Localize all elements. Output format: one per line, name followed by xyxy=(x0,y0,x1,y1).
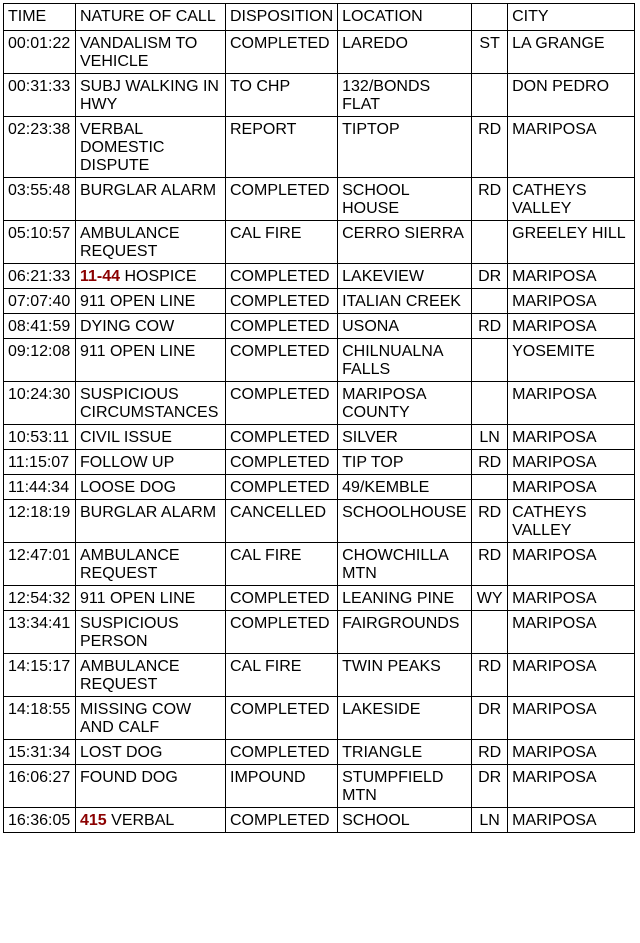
cell-nature xyxy=(76,654,226,697)
cell-disposition: COMPLETED xyxy=(226,314,338,339)
cell-street-type xyxy=(472,382,508,425)
nature-text: DYING COW xyxy=(80,318,175,335)
cell-city: MARIPOSA xyxy=(508,808,635,833)
cell-nature xyxy=(76,74,226,117)
table-row xyxy=(4,765,635,808)
cell-nature xyxy=(76,740,226,765)
cell-street-type: LN xyxy=(472,808,508,833)
nature-text: AMBULANCE REQUEST xyxy=(80,658,180,693)
cell-nature xyxy=(76,500,226,543)
cell-city: DON PEDRO xyxy=(508,74,635,117)
cell-time: 07:07:40 xyxy=(4,289,76,314)
cell-time: 11:44:34 xyxy=(4,475,76,500)
cell-time: 16:06:27 xyxy=(4,765,76,808)
cell-nature xyxy=(76,543,226,586)
cell-street-type xyxy=(472,74,508,117)
nature-text: AMBULANCE REQUEST xyxy=(80,225,180,260)
cell-city: CATHEYS VALLEY xyxy=(508,178,635,221)
cell-time: 03:55:48 xyxy=(4,178,76,221)
cell-street-type: RD xyxy=(472,117,508,178)
table-row xyxy=(4,314,635,339)
cell-time: 10:24:30 xyxy=(4,382,76,425)
cell-time: 08:41:59 xyxy=(4,314,76,339)
cell-nature xyxy=(76,765,226,808)
nature-text: VERBAL DOMESTIC DISPUTE xyxy=(80,121,165,174)
cell-nature xyxy=(76,264,226,289)
cell-disposition: COMPLETED xyxy=(226,697,338,740)
cell-nature xyxy=(76,289,226,314)
cell-nature xyxy=(76,475,226,500)
cell-time: 13:34:41 xyxy=(4,611,76,654)
cell-city: CATHEYS VALLEY xyxy=(508,500,635,543)
cell-street-type xyxy=(472,475,508,500)
table-row xyxy=(4,221,635,264)
cell-disposition: COMPLETED xyxy=(226,178,338,221)
nature-text: 911 OPEN LINE xyxy=(80,343,196,360)
nature-text: 911 OPEN LINE xyxy=(80,590,196,607)
nature-text: LOST DOG xyxy=(80,744,163,761)
cell-disposition: COMPLETED xyxy=(226,586,338,611)
nature-text: SUSPICIOUS CIRCUMSTANCES xyxy=(80,386,219,421)
cell-city: MARIPOSA xyxy=(508,314,635,339)
cell-location: TWIN PEAKS xyxy=(338,654,472,697)
cell-location: STUMPFIELD MTN xyxy=(338,765,472,808)
cell-city: MARIPOSA xyxy=(508,117,635,178)
col-header-disposition: DISPOSITION xyxy=(226,4,338,31)
cell-location: LAKEVIEW xyxy=(338,264,472,289)
nature-text: VERBAL xyxy=(111,812,175,829)
cell-disposition: IMPOUND xyxy=(226,765,338,808)
cell-time: 12:47:01 xyxy=(4,543,76,586)
nature-text: FOLLOW UP xyxy=(80,454,175,471)
cell-time: 05:10:57 xyxy=(4,221,76,264)
nature-text: FOUND DOG xyxy=(80,769,178,786)
cell-disposition: TO CHP xyxy=(226,74,338,117)
nature-text: BURGLAR ALARM xyxy=(80,504,217,521)
cell-city: MARIPOSA xyxy=(508,740,635,765)
cell-disposition: COMPLETED xyxy=(226,31,338,74)
cell-city: MARIPOSA xyxy=(508,450,635,475)
cell-nature xyxy=(76,697,226,740)
cell-time: 16:36:05 xyxy=(4,808,76,833)
cell-city: MARIPOSA xyxy=(508,382,635,425)
cell-city: MARIPOSA xyxy=(508,264,635,289)
cell-time: 06:21:33 xyxy=(4,264,76,289)
cell-disposition: CAL FIRE xyxy=(226,654,338,697)
cell-street-type: RD xyxy=(472,543,508,586)
nature-text: MISSING COW AND CALF xyxy=(80,701,192,736)
cell-location: TIP TOP xyxy=(338,450,472,475)
cell-disposition: COMPLETED xyxy=(226,611,338,654)
call-code: 415 xyxy=(80,812,107,829)
cell-location: SCHOOLHOUSE xyxy=(338,500,472,543)
cell-time: 15:31:34 xyxy=(4,740,76,765)
cell-disposition: CAL FIRE xyxy=(226,221,338,264)
cell-street-type xyxy=(472,289,508,314)
cell-street-type xyxy=(472,221,508,264)
cell-city: YOSEMITE xyxy=(508,339,635,382)
cell-disposition: COMPLETED xyxy=(226,808,338,833)
cell-street-type xyxy=(472,339,508,382)
cell-location: 132/BONDS FLAT xyxy=(338,74,472,117)
table-row xyxy=(4,654,635,697)
cell-location: SILVER xyxy=(338,425,472,450)
header-row xyxy=(4,4,635,31)
cell-location: MARIPOSA COUNTY xyxy=(338,382,472,425)
table-row xyxy=(4,611,635,654)
cell-city: MARIPOSA xyxy=(508,475,635,500)
nature-text: BURGLAR ALARM xyxy=(80,182,217,199)
cell-nature xyxy=(76,221,226,264)
cell-city: MARIPOSA xyxy=(508,543,635,586)
table-row xyxy=(4,697,635,740)
call-log-body xyxy=(4,4,635,833)
cell-disposition: COMPLETED xyxy=(226,475,338,500)
cell-disposition: COMPLETED xyxy=(226,740,338,765)
cell-location: ITALIAN CREEK xyxy=(338,289,472,314)
col-header-time: TIME xyxy=(4,4,76,31)
cell-location: CHOWCHILLA MTN xyxy=(338,543,472,586)
cell-city: MARIPOSA xyxy=(508,586,635,611)
table-row xyxy=(4,740,635,765)
cell-city: MARIPOSA xyxy=(508,654,635,697)
cell-nature xyxy=(76,808,226,833)
nature-text: CIVIL ISSUE xyxy=(80,429,172,446)
cell-disposition: REPORT xyxy=(226,117,338,178)
cell-street-type: DR xyxy=(472,697,508,740)
cell-time: 09:12:08 xyxy=(4,339,76,382)
cell-time: 11:15:07 xyxy=(4,450,76,475)
cell-disposition: COMPLETED xyxy=(226,264,338,289)
cell-disposition: COMPLETED xyxy=(226,339,338,382)
cell-location: LAREDO xyxy=(338,31,472,74)
cell-disposition: COMPLETED xyxy=(226,289,338,314)
cell-city: MARIPOSA xyxy=(508,425,635,450)
cell-time: 00:01:22 xyxy=(4,31,76,74)
cell-nature xyxy=(76,314,226,339)
nature-text: LOOSE DOG xyxy=(80,479,177,496)
table-row xyxy=(4,450,635,475)
cell-nature xyxy=(76,450,226,475)
cell-disposition: CANCELLED xyxy=(226,500,338,543)
cell-street-type: LN xyxy=(472,425,508,450)
cell-nature xyxy=(76,586,226,611)
cell-street-type: ST xyxy=(472,31,508,74)
cell-location: CERRO SIERRA xyxy=(338,221,472,264)
cell-street-type: WY xyxy=(472,586,508,611)
table-row xyxy=(4,500,635,543)
cell-nature xyxy=(76,425,226,450)
col-header-location: LOCATION xyxy=(338,4,472,31)
table-row xyxy=(4,425,635,450)
cell-street-type: RD xyxy=(472,450,508,475)
cell-location: USONA xyxy=(338,314,472,339)
cell-disposition: CAL FIRE xyxy=(226,543,338,586)
cell-city: MARIPOSA xyxy=(508,765,635,808)
cell-city: MARIPOSA xyxy=(508,289,635,314)
cell-street-type xyxy=(472,611,508,654)
table-row xyxy=(4,808,635,833)
table-row xyxy=(4,264,635,289)
cell-street-type: RD xyxy=(472,500,508,543)
table-row xyxy=(4,74,635,117)
table-row xyxy=(4,117,635,178)
cell-location: CHILNUALNA FALLS xyxy=(338,339,472,382)
cell-disposition: COMPLETED xyxy=(226,382,338,425)
cell-disposition: COMPLETED xyxy=(226,450,338,475)
cell-street-type: RD xyxy=(472,654,508,697)
cell-street-type: RD xyxy=(472,178,508,221)
col-header-street-type xyxy=(472,4,508,31)
cell-time: 02:23:38 xyxy=(4,117,76,178)
cell-time: 12:18:19 xyxy=(4,500,76,543)
cell-location: LEANING PINE xyxy=(338,586,472,611)
cell-city: MARIPOSA xyxy=(508,611,635,654)
nature-text: 911 OPEN LINE xyxy=(80,293,196,310)
cell-location: TIPTOP xyxy=(338,117,472,178)
cell-nature xyxy=(76,117,226,178)
cell-city: GREELEY HILL xyxy=(508,221,635,264)
cell-location: SCHOOL HOUSE xyxy=(338,178,472,221)
cell-nature xyxy=(76,611,226,654)
cell-nature xyxy=(76,178,226,221)
nature-text: AMBULANCE REQUEST xyxy=(80,547,180,582)
cell-location: FAIRGROUNDS xyxy=(338,611,472,654)
table-row xyxy=(4,475,635,500)
cell-street-type: RD xyxy=(472,740,508,765)
nature-text: VANDALISM TO VEHICLE xyxy=(80,35,198,70)
cell-nature xyxy=(76,382,226,425)
cell-nature xyxy=(76,31,226,74)
cell-location: SCHOOL xyxy=(338,808,472,833)
cell-nature xyxy=(76,339,226,382)
cell-location: 49/KEMBLE xyxy=(338,475,472,500)
table-row xyxy=(4,289,635,314)
cell-city: LA GRANGE xyxy=(508,31,635,74)
table-row xyxy=(4,178,635,221)
table-row xyxy=(4,31,635,74)
col-header-nature: NATURE OF CALL xyxy=(76,4,226,31)
cell-location: LAKESIDE xyxy=(338,697,472,740)
nature-text: SUSPICIOUS PERSON xyxy=(80,615,179,650)
nature-text: SUBJ WALKING IN HWY xyxy=(80,78,219,113)
cell-time: 14:18:55 xyxy=(4,697,76,740)
table-row xyxy=(4,586,635,611)
call-log-table xyxy=(3,3,635,833)
cell-time: 00:31:33 xyxy=(4,74,76,117)
cell-street-type: RD xyxy=(472,314,508,339)
cell-street-type: DR xyxy=(472,765,508,808)
cell-time: 14:15:17 xyxy=(4,654,76,697)
cell-street-type: DR xyxy=(472,264,508,289)
table-row xyxy=(4,543,635,586)
cell-time: 12:54:32 xyxy=(4,586,76,611)
table-row xyxy=(4,382,635,425)
col-header-city: CITY xyxy=(508,4,635,31)
cell-disposition: COMPLETED xyxy=(226,425,338,450)
cell-location: TRIANGLE xyxy=(338,740,472,765)
cell-time: 10:53:11 xyxy=(4,425,76,450)
table-row xyxy=(4,339,635,382)
nature-text: HOSPICE xyxy=(124,268,197,285)
call-code: 11-44 xyxy=(80,268,121,285)
cell-city: MARIPOSA xyxy=(508,697,635,740)
